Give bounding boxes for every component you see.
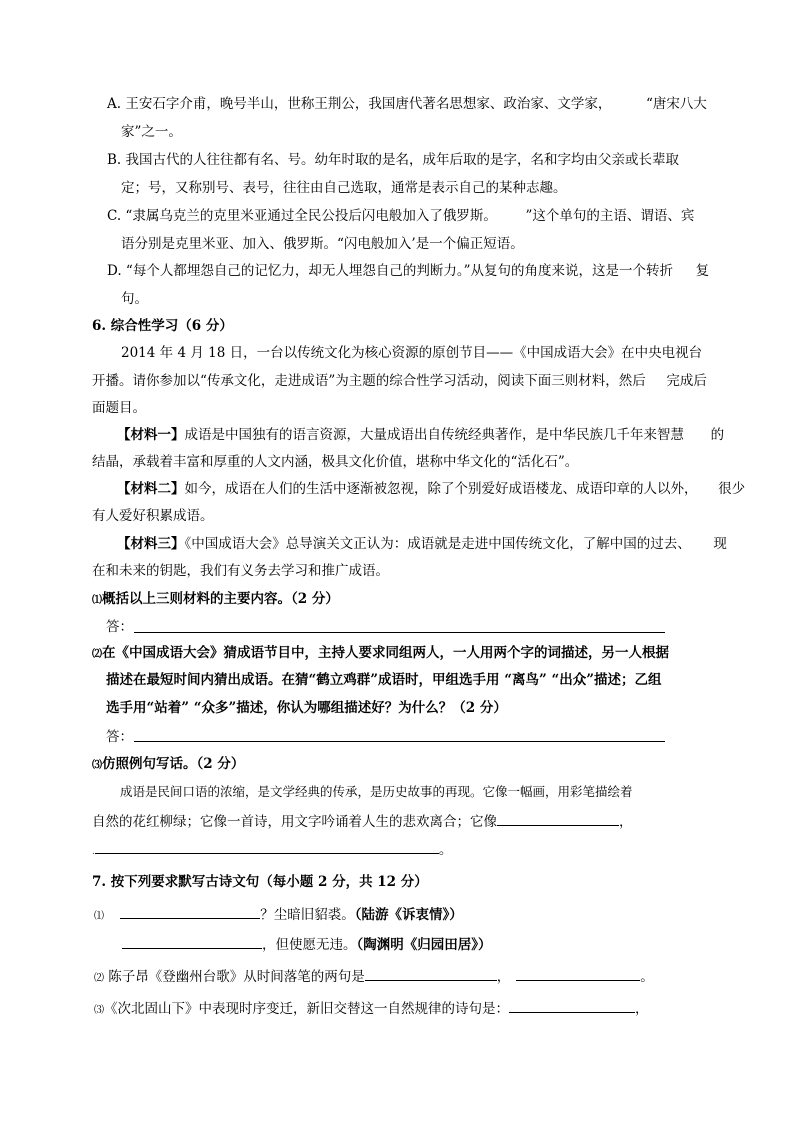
q7-item1-number: ⑴: [94, 911, 104, 922]
q5-option-d-line2: 句。: [121, 291, 148, 307]
q6-sub3-example-line2: [92, 812, 633, 830]
q6-material2-text2: 很少: [718, 481, 746, 497]
q5-option-c-text2: ”这个单句的主语、谓语、宾: [525, 208, 695, 224]
q6-sub2-line1: [92, 645, 669, 663]
q7-item2-blank1[interactable]: [365, 967, 497, 981]
q7-item3-comma: ，: [635, 1001, 649, 1017]
q5-option-c-text: C. “隶属乌克兰的克里米亚通过全民公投后闪电般加入了俄罗斯。: [107, 208, 497, 224]
q6-material1-text: 成语是中国独有的语言资源，大量成语出自传统经典著作，是中华民族几千年来智慧: [184, 427, 684, 443]
q7-item1-blank2[interactable]: [122, 935, 262, 949]
q6-material1-label: 【材料一】: [117, 427, 185, 443]
q7-item1-source: （陆游《诉衷情》）: [354, 907, 463, 923]
q6-material2-label: 【材料二】: [117, 481, 185, 497]
q7-title: 7. 按下列要求默写古诗文句（每小题 2 分，共 12 分）: [92, 874, 428, 890]
q7-item3: [94, 999, 649, 1019]
q6-sub3-number: ⑶: [92, 760, 102, 771]
q6-sub2-line2: 描述在最短时间内猜出成语。在猜“鹤立鸡群”成语时，甲组选手用 “离鸟” “出众”描述；乙组: [106, 672, 662, 688]
q7-item1-source2: （陶渊明《归园田居》）: [356, 937, 492, 953]
q6-material2-line2: 有人爱好积累成语。: [92, 508, 214, 524]
q6-sub3-comma: ，: [619, 814, 633, 830]
q6-sub1-answer-label: 答：: [106, 619, 133, 635]
q6-material3-text: 《中国成语大会》总导演关文正认为：成语就是走进中国传统文化，了解中国的过去、: [184, 536, 691, 552]
q7-item1-text2: ，但使愿无违。: [262, 937, 357, 953]
q7-item2-blank2[interactable]: [516, 967, 640, 981]
q7-item2-text: 陈子昂《登幽州台歌》从时间落笔的两句是: [108, 969, 365, 985]
q6-sub3-prompt: [92, 756, 244, 774]
q6-intro-text: 开播。请你参加以“传承文化，走进成语”为主题的综合性学习活动，阅读下面三则材料，然后: [92, 373, 646, 389]
q6-title: 6. 综合性学习（6 分）: [92, 318, 233, 334]
q6-intro-line2: [92, 373, 707, 389]
q7-item2: [94, 967, 654, 987]
q5-option-c-line1: [107, 208, 694, 224]
q5-option-b-line1: B. 我国古代的人往往都有名、号。幼年时取的是名，成年后取的是字，名和字均由父亲或长辈取: [107, 152, 680, 168]
q5-option-d-text2: 复: [695, 263, 710, 279]
q5-option-d-text: D. “每个人都埋怨自己的记忆力，却无人埋怨自己的判断力。”从复句的角度来说，这是一个转折: [107, 263, 673, 279]
q5-option-d-line1: [107, 263, 709, 279]
q6-sub3-example-text: 自然的花红柳绿；它像一首诗，用文字吟诵着人生的悲欢离合；它像: [92, 814, 497, 830]
q6-material1-line2: 结晶，承载着丰富和厚重的人文内涵，极具文化价值，堪称中华文化的“活化石”。: [92, 454, 579, 470]
q6-sub2-answer-label: 答：: [106, 729, 133, 745]
q5-option-a-quote: “唐宋八大: [645, 96, 707, 112]
q6-material2-text: 如今，成语在人们的生活中逐渐被忽视，除了个别爱好成语楼龙、成语印章的人以外，: [184, 481, 698, 497]
q5-option-a-text: A. 王安石字介甫，晚号半山，世称王荆公，我国唐代著名思想家、政治家、文学家，: [107, 96, 612, 112]
q6-sub2-answer-line[interactable]: [134, 741, 665, 742]
q6-material2-line1: [117, 481, 745, 497]
q7-item1-text: ？尘暗旧貂裘。: [260, 907, 355, 923]
q5-option-a-line1: [107, 96, 707, 112]
q6-sub1-text: 概括以上三则材料的主要内容。（2 分）: [102, 591, 339, 607]
q6-material3-line2: 在和未来的钥匙，我们有义务去学习和推广成语。: [92, 563, 389, 579]
q7-item3-number: ⑶: [94, 1005, 104, 1016]
q6-sub3-example-line1: 成语是民间口语的浓缩，是文学经典的传承，是历史故事的再现。它像一幅画，用彩笔描绘着: [120, 784, 633, 799]
q6-material1-line1: [117, 427, 724, 443]
q7-item2-number: ⑵: [94, 973, 104, 984]
q6-material3-text2: 现: [713, 536, 727, 552]
q7-item1-line1: [94, 905, 463, 925]
q6-intro-line3: 面题目。: [92, 400, 146, 416]
q6-sub2-text: 在《中国成语大会》猜成语节目中，主持人要求同组两人，一人用两个字的词描述，另一人根据: [102, 645, 669, 661]
q6-material3-label: 【材料三】: [117, 536, 185, 552]
q6-sub2-line3: 选手用“站着” “众多”描述，你认为哪组描述好？为什么？（2 分）: [106, 700, 507, 716]
q6-sub3-example-line3: [92, 840, 452, 860]
q7-item2-period: 。: [640, 969, 654, 985]
q6-sub3-text: 仿照例句写话。（2 分）: [102, 756, 245, 772]
q6-sub3-mark: .: [92, 847, 95, 857]
q6-intro-line1: 2014 年 4 月 18 日，一台以传统文化为核心资源的原创节目——《中国成语大会》在中央电视台: [121, 345, 703, 361]
q7-item1-blank1[interactable]: [120, 905, 260, 919]
q6-sub3-blank1[interactable]: [497, 812, 619, 826]
q7-item3-blank[interactable]: [509, 999, 635, 1013]
q6-material1-text2: 的: [710, 427, 725, 443]
q7-item1-line2: [122, 935, 492, 953]
q6-material3-line1: [117, 536, 727, 552]
q6-sub2-number: ⑵: [92, 649, 102, 660]
q7-item2-comma: ，: [496, 969, 511, 985]
q6-sub3-period: 。: [438, 842, 453, 858]
q6-sub1-prompt: [92, 591, 339, 609]
q5-option-a-line2: 家”之一。: [121, 124, 182, 140]
q6-sub1-number: ⑴: [92, 595, 102, 606]
q5-option-b-line2: 定；号，又称别号、表号，往往由自己选取，通常是表示自己的某种志趣。: [121, 180, 567, 196]
q6-sub1-answer-line[interactable]: [134, 632, 665, 633]
q5-option-c-line2: 语分别是克里米亚、加入、俄罗斯。“闪电般加入’是一个偏正短语。: [121, 236, 524, 252]
q7-item3-text: 《次北固山下》中表现时序变迁，新旧交替这一自然规律的诗句是：: [104, 1001, 509, 1017]
q6-sub3-blank2[interactable]: [95, 840, 439, 854]
q6-intro-text2: 完成后: [666, 373, 707, 389]
